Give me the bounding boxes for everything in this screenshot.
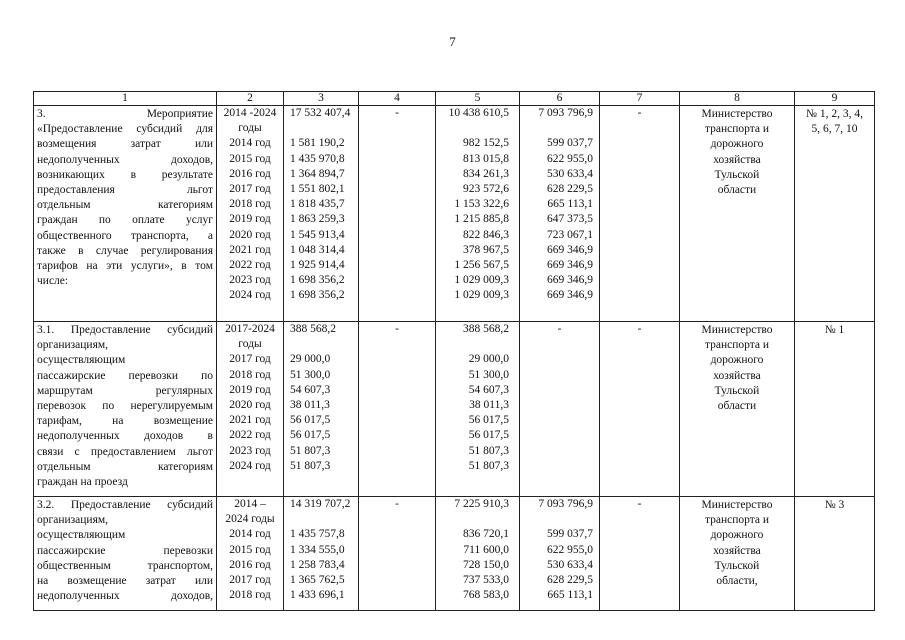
amount-value: 56 017,5 bbox=[468, 414, 509, 427]
amount-value bbox=[284, 512, 358, 527]
period-line: годы bbox=[238, 122, 262, 135]
description-line: пассажирские перевозки bbox=[37, 544, 213, 557]
executor-cell bbox=[680, 106, 795, 322]
amount-value: 1 256 567,5 bbox=[454, 258, 509, 271]
amount-value bbox=[436, 121, 519, 136]
amount-value: 56 017,5 bbox=[290, 429, 331, 442]
amount-value: 669 346,9 bbox=[547, 258, 593, 271]
amount-value: 51 300,0 bbox=[290, 368, 331, 381]
amount-value: 1 925 914,4 bbox=[290, 258, 345, 271]
description-line: недополученных доходов, bbox=[37, 153, 213, 166]
description-line: общественным транспортом, bbox=[37, 559, 213, 572]
column-header-2: 2 bbox=[217, 92, 284, 106]
column-header-9: 9 bbox=[795, 92, 875, 106]
executor-cell bbox=[680, 497, 795, 611]
column7-value: - bbox=[600, 322, 680, 497]
description-line: недополученных доходов, bbox=[37, 590, 213, 603]
description-line: организациям, bbox=[37, 514, 109, 527]
amount-value: - bbox=[557, 323, 562, 335]
executor-line: Министерство bbox=[701, 499, 773, 512]
amount-value bbox=[284, 337, 358, 352]
amount-value: 628 229,5 bbox=[547, 182, 593, 195]
amount-value: 51 807,3 bbox=[290, 459, 331, 472]
description-line: осуществляющим bbox=[37, 354, 126, 367]
amount-value bbox=[436, 337, 519, 352]
amount-value: 599 037,7 bbox=[547, 528, 593, 541]
amount-value: 56 017,5 bbox=[290, 414, 331, 427]
column-header-6: 6 bbox=[520, 92, 600, 106]
period-line: 2021 год bbox=[229, 243, 271, 256]
executor-line: области bbox=[717, 183, 757, 196]
period-line: 2020 год bbox=[229, 398, 271, 411]
column4-value: - bbox=[359, 106, 436, 322]
period-line: 2017-2024 bbox=[225, 323, 275, 335]
period-line: 2018 год bbox=[229, 589, 271, 602]
executor-line: дорожного bbox=[710, 138, 764, 151]
amount-value: 51 807,3 bbox=[468, 444, 509, 457]
period-cell bbox=[217, 322, 284, 497]
description-line: 3. Мероприятие bbox=[37, 108, 213, 120]
amount-value: 530 633,4 bbox=[547, 167, 593, 180]
executor-cell bbox=[680, 322, 795, 497]
period-line: 2016 год bbox=[229, 167, 271, 180]
amount-value bbox=[520, 121, 599, 136]
amount-value: 1 029 009,3 bbox=[454, 274, 509, 287]
period-line: 2014 -2024 bbox=[223, 107, 277, 119]
period-line: 2023 год bbox=[229, 444, 271, 457]
description-line: отдельным категориям bbox=[37, 199, 213, 212]
executor-line: дорожного bbox=[710, 354, 764, 367]
amount-value: 1 029 009,3 bbox=[454, 289, 509, 302]
executor-line: Тульской bbox=[714, 559, 760, 572]
amount-value: 1 435 970,8 bbox=[290, 152, 345, 165]
amount-value: 1 433 696,1 bbox=[290, 589, 345, 602]
amount-value: 1 698 356,2 bbox=[290, 274, 345, 287]
period-line: 2019 год bbox=[229, 213, 271, 226]
amount-value: 56 017,5 bbox=[468, 429, 509, 442]
description-line: на возмещение затрат или bbox=[37, 575, 213, 587]
period-line: годы bbox=[238, 338, 262, 351]
column-header-7: 7 bbox=[600, 92, 680, 106]
executor-line: области, bbox=[716, 575, 758, 587]
amount-value: 813 015,8 bbox=[463, 152, 509, 165]
period-line: 2015 год bbox=[229, 543, 271, 556]
period-line: 2020 год bbox=[229, 228, 271, 241]
description-line: отдельным категориям bbox=[37, 460, 213, 473]
header-row bbox=[34, 92, 875, 106]
amount-value: 1 545 913,4 bbox=[290, 228, 345, 241]
column6-cell bbox=[520, 106, 600, 322]
amount-value: 711 600,0 bbox=[463, 543, 509, 556]
description-line: возникающих в результате bbox=[37, 168, 213, 181]
period-line: 2022 год bbox=[229, 258, 271, 271]
period-line: 2017 год bbox=[229, 353, 271, 366]
amount-value: 628 229,5 bbox=[547, 574, 593, 586]
period-line: 2022 год bbox=[229, 429, 271, 442]
description-line: также в случае регулирования bbox=[37, 244, 213, 257]
measure-description bbox=[34, 497, 217, 611]
amount-value: 1 435 757,8 bbox=[290, 528, 345, 541]
amount-value: 51 300,0 bbox=[468, 368, 509, 381]
description-line: граждан по оплате услуг bbox=[37, 214, 213, 227]
amount-value: 1 818 435,7 bbox=[290, 198, 345, 211]
amount-value: 622 955,0 bbox=[547, 152, 593, 165]
executor-line: Министерство bbox=[701, 108, 773, 120]
amount-value: 647 373,5 bbox=[547, 213, 593, 226]
table-row bbox=[34, 497, 875, 611]
column5-cell bbox=[436, 322, 520, 497]
amount-value: 669 346,9 bbox=[547, 289, 593, 302]
executor-line: хозяйства bbox=[713, 544, 761, 557]
column-header-4: 4 bbox=[359, 92, 436, 106]
column5-cell bbox=[436, 106, 520, 322]
amount-value: 1 365 762,5 bbox=[290, 574, 345, 586]
description-line: «Предоставление субсидий для bbox=[37, 123, 213, 136]
period-line: 2018 год bbox=[229, 368, 271, 381]
column-header-5: 5 bbox=[436, 92, 520, 106]
indicators-cell bbox=[795, 497, 875, 611]
amount-value: 1 698 356,2 bbox=[290, 289, 345, 302]
amount-value: 51 807,3 bbox=[290, 444, 331, 457]
period-line: 2016 год bbox=[229, 558, 271, 571]
description-line: предоставления льгот bbox=[37, 183, 213, 196]
amount-value: 723 067,1 bbox=[547, 228, 593, 241]
indicators-cell bbox=[795, 106, 875, 322]
amount-value: 51 807,3 bbox=[468, 459, 509, 472]
description-line: числе: bbox=[37, 275, 69, 288]
amount-value: 665 113,1 bbox=[547, 589, 593, 602]
description-line: недополученных доходов в bbox=[37, 430, 213, 443]
executor-line: транспорта и bbox=[704, 514, 770, 527]
amount-value: 530 633,4 bbox=[547, 558, 593, 571]
period-line: 2015 год bbox=[229, 152, 271, 165]
amount-value: 54 607,3 bbox=[290, 383, 331, 396]
amount-value: 1 581 190,2 bbox=[290, 137, 345, 150]
description-line: 3.2. Предоставление субсидий bbox=[37, 499, 213, 512]
amount-value: 982 152,5 bbox=[463, 137, 509, 150]
period-line: 2024 год bbox=[229, 289, 271, 302]
amount-value: 17 532 407,4 bbox=[290, 107, 351, 119]
amount-value: 665 113,1 bbox=[547, 198, 593, 211]
column6-cell bbox=[520, 497, 600, 611]
executor-line: Тульской bbox=[714, 168, 760, 181]
column7-value: - bbox=[600, 106, 680, 322]
column-header-3: 3 bbox=[284, 92, 359, 106]
amount-value: 1 215 885,8 bbox=[454, 213, 509, 226]
amount-value: 54 607,3 bbox=[468, 383, 509, 396]
amount-value: 669 346,9 bbox=[547, 243, 593, 256]
executor-line: области bbox=[717, 399, 757, 412]
period-cell bbox=[217, 497, 284, 611]
indicators-cell bbox=[795, 322, 875, 497]
amount-value: 1 258 783,4 bbox=[290, 558, 345, 571]
description-line: связи с предоставлением льгот bbox=[37, 445, 213, 458]
period-line: 2021 год bbox=[229, 414, 271, 427]
description-line: тарифам, на возмещение bbox=[37, 415, 213, 428]
amount-value: 822 846,3 bbox=[463, 228, 509, 241]
period-line: 2017 год bbox=[229, 182, 271, 195]
page-number: 7 bbox=[449, 34, 456, 49]
description-line: перевозок по нерегулируемым bbox=[37, 399, 213, 412]
amount-value: 1 153 322,6 bbox=[454, 198, 509, 211]
amount-value: 1 364 894,7 bbox=[290, 167, 345, 180]
indicator-line: № 1 bbox=[824, 324, 845, 336]
amount-value: 622 955,0 bbox=[547, 543, 593, 556]
period-line: 2014 – bbox=[234, 498, 266, 511]
amount-value: 834 261,3 bbox=[463, 167, 509, 180]
description-line: осуществляющим bbox=[37, 529, 126, 542]
description-line: 3.1. Предоставление субсидий bbox=[37, 324, 213, 336]
column-header-8: 8 bbox=[680, 92, 795, 106]
description-line: граждан на проезд bbox=[37, 475, 128, 488]
measure-description bbox=[34, 106, 217, 322]
amount-value: 10 438 610,5 bbox=[448, 107, 509, 119]
table-row bbox=[34, 322, 875, 497]
column-header-1: 1 bbox=[34, 92, 217, 106]
amount-value: 1 048 314,4 bbox=[290, 243, 345, 256]
amount-value: 669 346,9 bbox=[547, 274, 593, 287]
indicator-line: 5, 6, 7, 10 bbox=[811, 123, 858, 136]
program-table bbox=[33, 91, 875, 611]
amount-value: 599 037,7 bbox=[547, 137, 593, 150]
amount-value: 29 000,0 bbox=[468, 353, 509, 366]
description-line: тарифов на эти услуги», в том bbox=[37, 259, 213, 272]
amount-value: 29 000,0 bbox=[290, 353, 331, 366]
executor-line: хозяйства bbox=[713, 153, 761, 166]
amount-value: 388 568,2 bbox=[290, 323, 336, 335]
total-amount-cell bbox=[284, 322, 359, 497]
period-cell bbox=[217, 106, 284, 322]
amount-value: 7 225 910,3 bbox=[454, 498, 509, 511]
amount-value: 737 533,0 bbox=[463, 574, 509, 586]
executor-line: транспорта и bbox=[704, 339, 770, 352]
total-amount-cell bbox=[284, 106, 359, 322]
amount-value: 38 011,3 bbox=[469, 398, 509, 411]
amount-value: 836 720,1 bbox=[463, 528, 509, 541]
amount-value: 388 568,2 bbox=[463, 323, 509, 335]
period-line: 2023 год bbox=[229, 274, 271, 287]
column4-value: - bbox=[359, 322, 436, 497]
amount-value: 1 863 259,3 bbox=[290, 213, 345, 226]
period-line: 2024 год bbox=[229, 459, 271, 472]
executor-line: транспорта и bbox=[704, 123, 770, 136]
amount-value: 7 093 796,9 bbox=[538, 107, 593, 119]
amount-value bbox=[520, 512, 599, 527]
executor-line: хозяйства bbox=[713, 369, 761, 382]
description-line: организациям, bbox=[37, 339, 109, 352]
amount-value: 728 150,0 bbox=[463, 558, 509, 571]
period-line: 2024 годы bbox=[225, 513, 275, 526]
amount-value bbox=[436, 512, 519, 527]
description-line: маршрутам регулярных bbox=[37, 384, 213, 397]
amount-value bbox=[284, 121, 358, 136]
period-line: 2019 год bbox=[229, 383, 271, 396]
column6-cell bbox=[520, 322, 600, 497]
amount-value: 1 551 802,1 bbox=[290, 182, 345, 195]
description-line: общественного транспорта, а bbox=[37, 229, 213, 242]
period-line: 2017 год bbox=[229, 574, 271, 586]
amount-value: 1 334 555,0 bbox=[290, 543, 345, 556]
amount-value: 38 011,3 bbox=[290, 398, 330, 411]
description-line: пассажирские перевозки по bbox=[37, 369, 213, 382]
measure-description bbox=[34, 322, 217, 497]
total-amount-cell bbox=[284, 497, 359, 611]
period-line: 2014 год bbox=[229, 528, 271, 541]
executor-line: Тульской bbox=[714, 384, 760, 397]
amount-value: 923 572,6 bbox=[463, 182, 509, 195]
period-line: 2014 год bbox=[229, 137, 271, 150]
column5-cell bbox=[436, 497, 520, 611]
amount-value: 378 967,5 bbox=[463, 243, 509, 256]
executor-line: Министерство bbox=[701, 324, 773, 336]
amount-value: 7 093 796,9 bbox=[538, 498, 593, 511]
amount-value: 768 583,0 bbox=[463, 589, 509, 602]
amount-value: 14 319 707,2 bbox=[290, 498, 351, 511]
period-line: 2018 год bbox=[229, 198, 271, 211]
indicator-line: № 1, 2, 3, 4, bbox=[806, 108, 863, 120]
executor-line: дорожного bbox=[710, 529, 764, 542]
column4-value: - bbox=[359, 497, 436, 611]
table-row bbox=[34, 106, 875, 322]
description-line: возмещения затрат или bbox=[37, 138, 213, 151]
indicator-line: № 3 bbox=[824, 499, 845, 512]
column7-value: - bbox=[600, 497, 680, 611]
